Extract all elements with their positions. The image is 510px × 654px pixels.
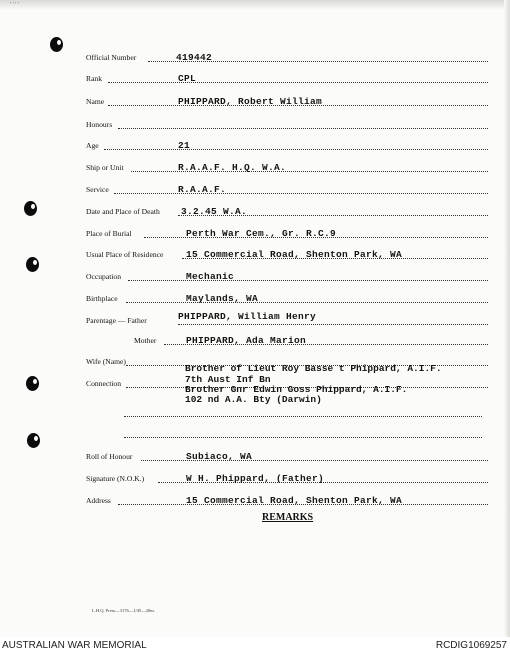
honours-label: Honours	[86, 120, 113, 129]
punch-hole-icon	[24, 201, 37, 216]
dotted-line	[178, 324, 488, 325]
occupation-label: Occupation	[86, 272, 122, 281]
official-number-value: 419442	[176, 52, 213, 63]
usual-residence-value: 15 Commercial Road, Shenton Park, WA	[186, 249, 403, 260]
rank-value: CPL	[178, 73, 197, 84]
dotted-line	[128, 280, 488, 281]
footer-record-id: RCDIG1069257	[435, 640, 507, 651]
connection-label: Connection	[86, 379, 122, 388]
archive-footer	[0, 637, 510, 654]
punch-hole-icon	[27, 433, 40, 448]
punch-hole-icon	[26, 257, 39, 272]
usual-residence-label: Usual Place of Residence	[86, 250, 164, 259]
wife-label: Wife (Name)	[86, 357, 126, 366]
age-label: Age	[86, 141, 99, 150]
service-row	[86, 180, 488, 196]
connection-line: 102 nd A.A. Bty (Darwin)	[185, 394, 322, 405]
dotted-line	[104, 149, 488, 150]
remarks-heading: REMARKS	[262, 512, 314, 523]
roll-of-honour-label: Roll of Honour	[86, 452, 133, 461]
dotted-line	[114, 193, 488, 194]
top-mark: ' ' ' '	[10, 2, 19, 8]
dotted-line	[126, 302, 488, 303]
occupation-value: Mechanic	[186, 271, 235, 282]
name-row	[86, 92, 488, 108]
scan-edge-right	[504, 0, 510, 654]
honours-row	[86, 115, 488, 131]
connection-line: Brother of Lieut Roy Basse t Phippard, A.I.F.	[185, 363, 442, 374]
place-of-burial-value: Perth War Cem., Gr. R.C.9	[186, 228, 337, 239]
date-place-death-value: 3.2.45 W.A.	[181, 206, 248, 217]
name-label: Name	[86, 97, 105, 106]
rank-row	[86, 69, 488, 85]
father-value: PHIPPARD, William Henry	[178, 311, 317, 322]
official-number-label: Official Number	[86, 53, 137, 62]
dotted-line	[108, 82, 488, 83]
date-place-death-row	[86, 202, 488, 218]
signature-value: W H. Phippard, (Father)	[186, 473, 325, 484]
birthplace-row	[86, 289, 488, 305]
signature-label: Signature (N.O.K.)	[86, 474, 145, 483]
address-value: 15 Commercial Road, Shenton Park, WA	[186, 495, 403, 506]
father-label: Parentage — Father	[86, 316, 147, 325]
date-place-death-label: Date and Place of Death	[86, 207, 160, 216]
usual-residence-row	[86, 245, 488, 261]
signature-row	[86, 469, 488, 485]
father-row	[86, 311, 488, 327]
mother-value: PHIPPARD, Ada Marion	[186, 335, 307, 346]
place-of-burial-row	[86, 224, 488, 240]
ship-or-unit-label: Ship or Unit	[86, 163, 124, 172]
dotted-line	[124, 437, 482, 438]
age-value: 21	[178, 140, 191, 151]
name-value: PHIPPARD, Robert William	[178, 96, 323, 107]
printer-line: L.H.Q. Press—3176—1/45—20m.	[92, 608, 155, 613]
service-label: Service	[86, 185, 109, 194]
punch-hole-icon	[50, 37, 63, 52]
ship-or-unit-value: R.A.A.F. H.Q. W.A.	[178, 162, 287, 173]
occupation-row	[86, 267, 488, 283]
mother-row	[86, 331, 488, 347]
address-label: Address	[86, 496, 111, 505]
address-row	[86, 491, 488, 507]
mother-label: Mother	[134, 336, 157, 345]
place-of-burial-label: Place of Burial	[86, 229, 132, 238]
roll-of-honour-row	[86, 447, 488, 463]
scan-edge-top	[0, 0, 510, 10]
dotted-line	[118, 128, 488, 129]
dotted-line	[124, 416, 482, 417]
connection-line: 7th Aust Inf Bn	[185, 374, 271, 385]
roll-of-honour-value: Subiaco, WA	[186, 451, 253, 462]
connection-line: Brother Gnr Edwin Goss Phippard, A.I.F.	[185, 384, 408, 395]
official-number-row	[86, 48, 488, 64]
footer-institution: AUSTRALIAN WAR MEMORIAL	[2, 640, 147, 651]
ship-or-unit-row	[86, 158, 488, 174]
punch-hole-icon	[26, 376, 39, 391]
birthplace-label: Birthplace	[86, 294, 118, 303]
rank-label: Rank	[86, 74, 103, 83]
service-value: R.A.A.F.	[178, 184, 227, 195]
age-row	[86, 136, 488, 152]
birthplace-value: Maylands, WA	[186, 293, 259, 304]
